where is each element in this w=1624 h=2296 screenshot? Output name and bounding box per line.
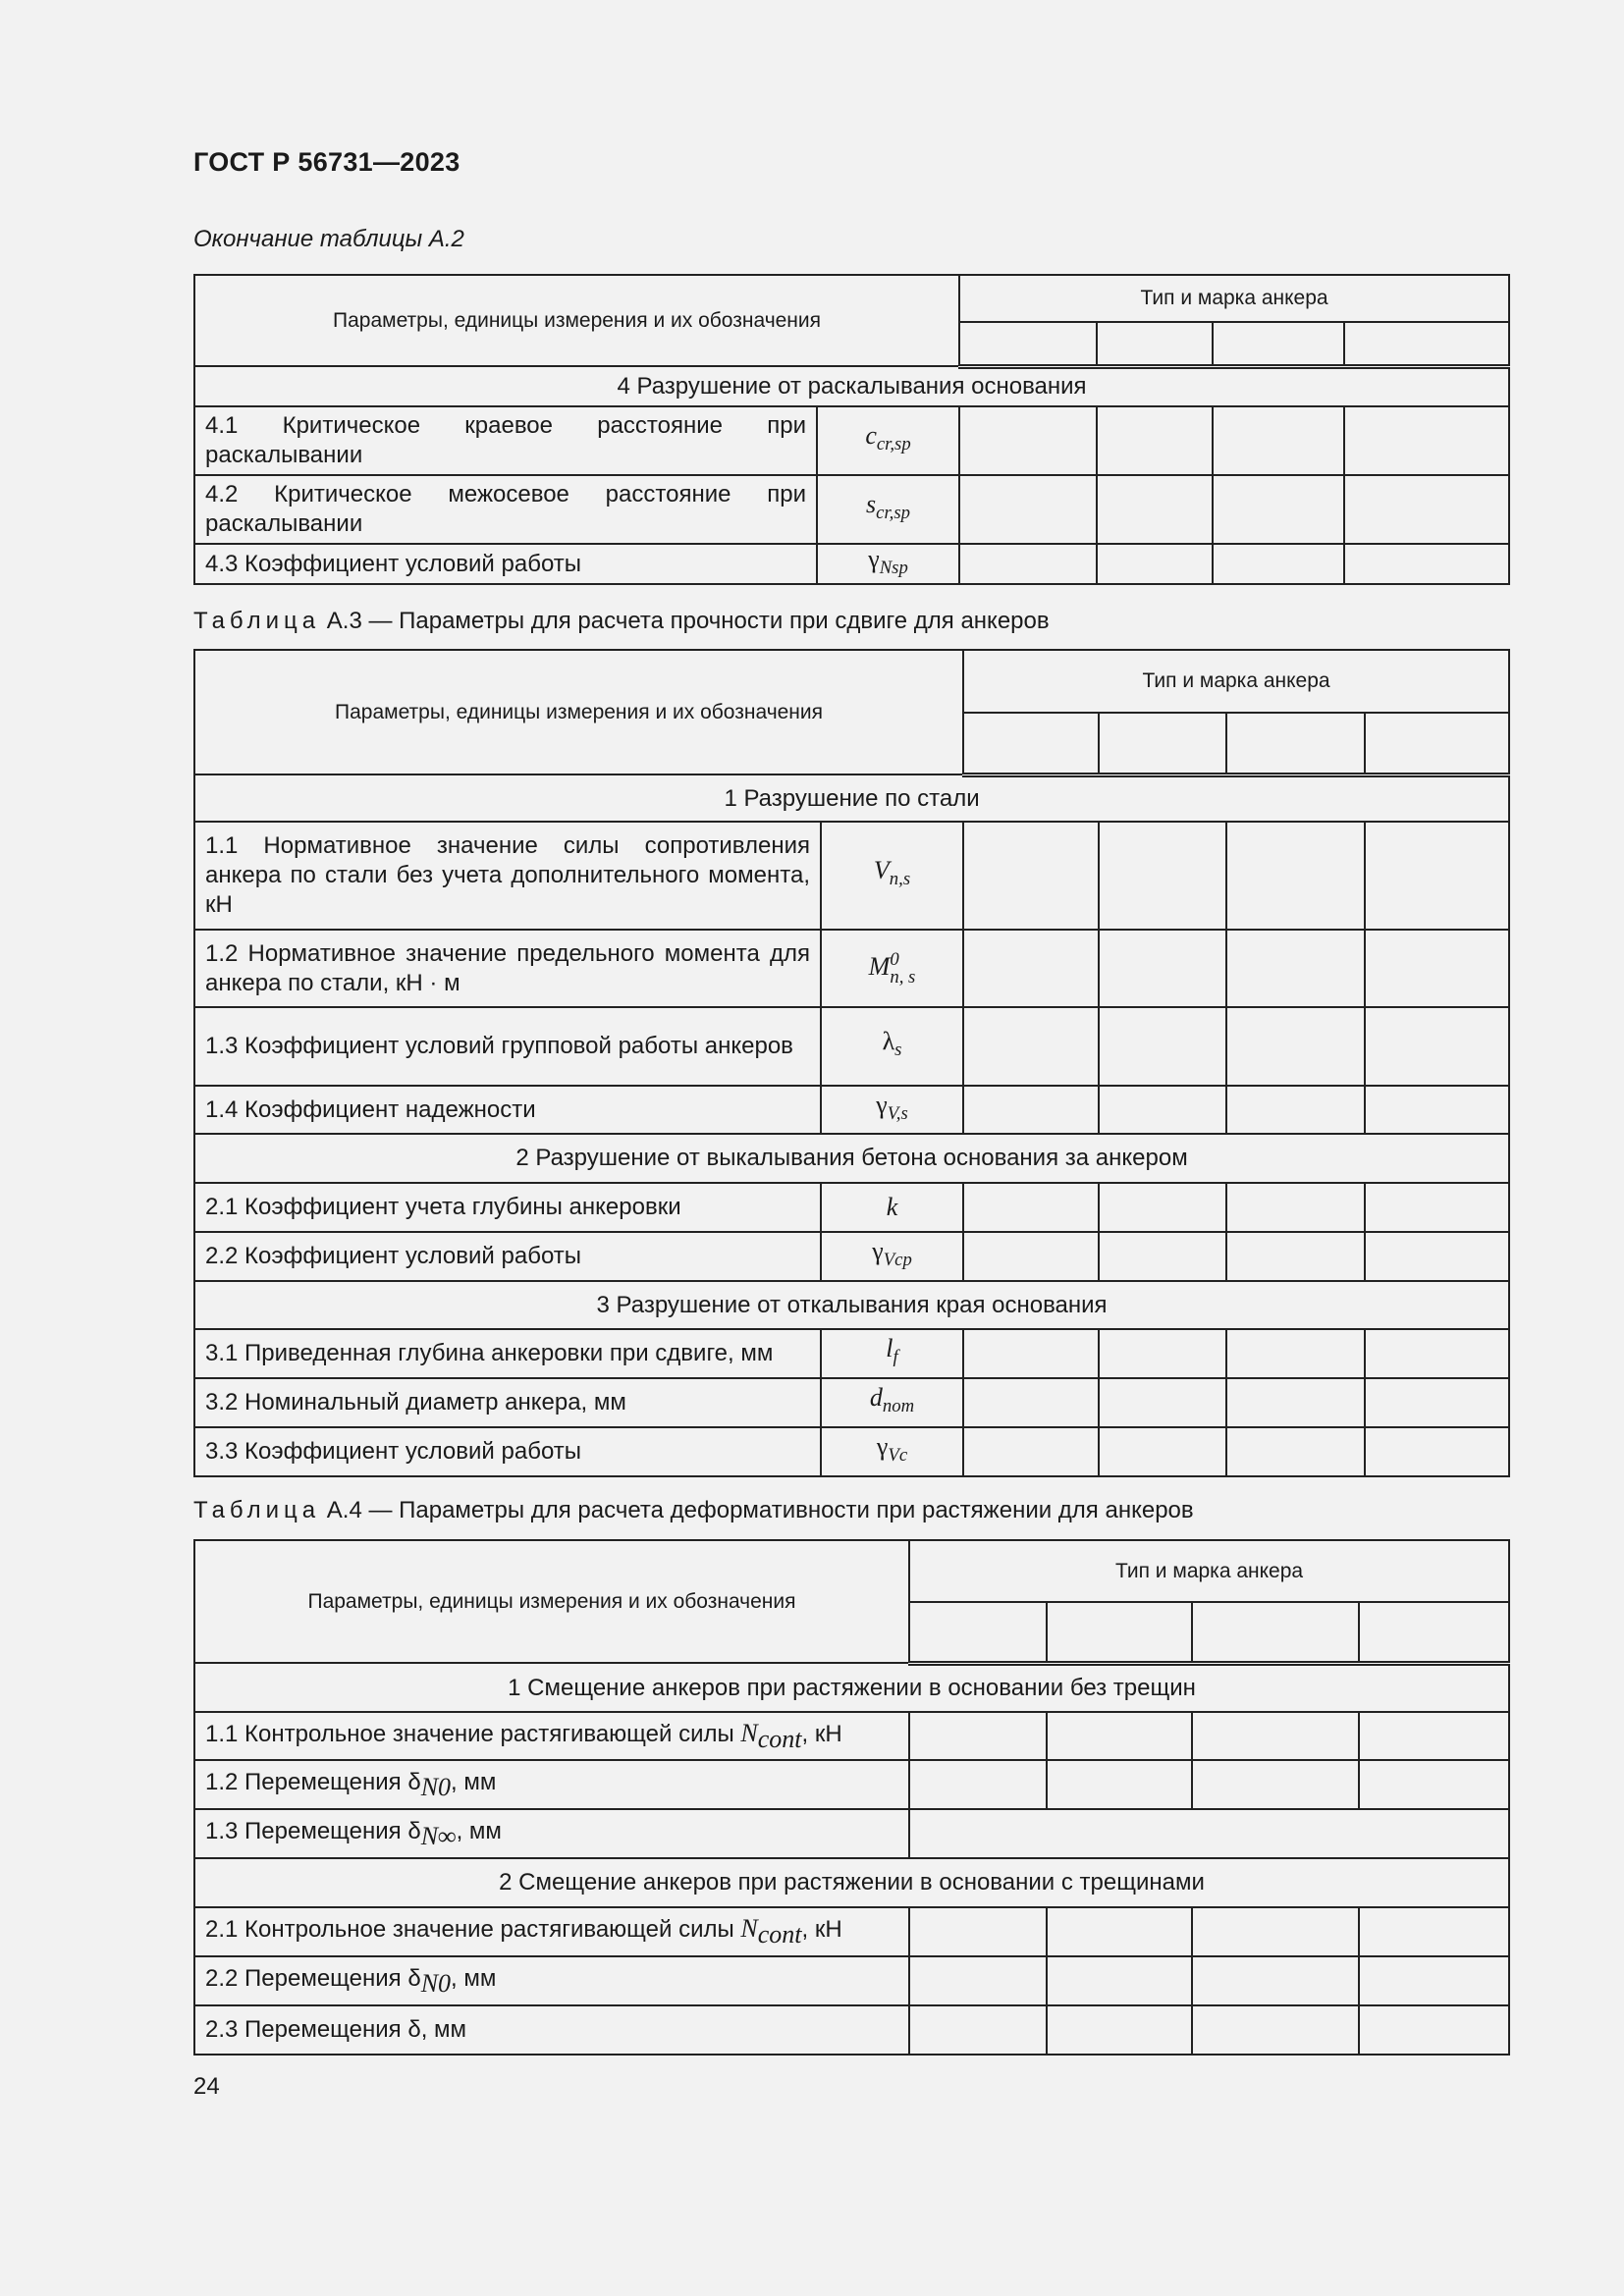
table-a3-caption: Таблица А.3 — Параметры для расчета прочности при сдвиге для анкеров xyxy=(193,608,1050,634)
value-cell xyxy=(1099,1427,1226,1476)
value-cell xyxy=(959,406,1097,475)
anchor-col-3 xyxy=(1226,713,1365,774)
value-cell xyxy=(1192,2005,1359,2055)
value-cell xyxy=(909,1712,1047,1760)
value-cell xyxy=(1226,1329,1365,1378)
section-title: 3 Разрушение от откалывания края основания xyxy=(194,1281,1509,1329)
value-cell xyxy=(1226,1183,1365,1232)
value-cell xyxy=(1213,544,1344,584)
value-cell xyxy=(963,1086,1099,1134)
value-cell xyxy=(1365,822,1509,930)
anchor-col-1 xyxy=(963,713,1099,774)
value-cell xyxy=(963,1183,1099,1232)
value-cell xyxy=(1047,1907,1192,1956)
value-cell xyxy=(1359,1956,1509,2005)
value-cell xyxy=(1192,1907,1359,1956)
value-cell xyxy=(1097,544,1213,584)
value-cell xyxy=(1226,930,1365,1007)
anchor-col-3 xyxy=(1192,1602,1359,1663)
value-cell xyxy=(1099,930,1226,1007)
param-symbol: $d_{nom}$ xyxy=(821,1378,963,1427)
value-cell xyxy=(963,1232,1099,1281)
header-params: Параметры, единицы измерения и их обозначения xyxy=(194,650,963,774)
param-label: 2.2 Коэффициент условий работы xyxy=(194,1232,821,1281)
value-cell-merged xyxy=(909,1809,1509,1858)
value-cell xyxy=(1047,1956,1192,2005)
param-symbol: $\lambda_s$ xyxy=(821,1007,963,1086)
value-cell xyxy=(1047,1760,1192,1809)
section-title: 4 Разрушение от раскалывания основания xyxy=(194,366,1509,406)
value-cell xyxy=(1359,1760,1509,1809)
value-cell xyxy=(1099,1086,1226,1134)
value-cell xyxy=(963,1329,1099,1378)
value-cell xyxy=(1099,1007,1226,1086)
section-title: 1 Разрушение по стали xyxy=(194,774,1509,822)
param-label: 1.1 Нормативное значение силы сопротивления анкера по стали без учета дополнительного момента, кН xyxy=(194,822,821,930)
value-cell xyxy=(909,1956,1047,2005)
value-cell xyxy=(963,1427,1099,1476)
anchor-col-2 xyxy=(1097,322,1213,366)
value-cell xyxy=(1359,2005,1509,2055)
value-cell xyxy=(1344,544,1509,584)
value-cell xyxy=(1099,1232,1226,1281)
value-cell xyxy=(1226,1232,1365,1281)
table-a2-caption: Окончание таблицы А.2 xyxy=(193,226,464,252)
param-label: 4.3 Коэффициент условий работы xyxy=(194,544,817,584)
param-label: 1.2 Перемещения $\delta_{N0}$, мм xyxy=(194,1760,909,1809)
param-symbol: $\gamma_{Vcp}$ xyxy=(821,1232,963,1281)
header-anchor-type: Тип и марка анкера xyxy=(959,275,1509,322)
value-cell xyxy=(959,475,1097,544)
page-number: 24 xyxy=(193,2073,220,2100)
value-cell xyxy=(1359,1907,1509,1956)
value-cell xyxy=(1365,930,1509,1007)
value-cell xyxy=(1226,1007,1365,1086)
param-label: 4.1 Критическое краевое расстояние при раскалывании xyxy=(194,406,817,475)
table-a3 xyxy=(193,649,1510,1477)
section-title: 1 Смещение анкеров при растяжении в основании без трещин xyxy=(194,1663,1509,1712)
value-cell xyxy=(1365,1183,1509,1232)
param-symbol: $\gamma_{Vc}$ xyxy=(821,1427,963,1476)
table-a2 xyxy=(193,274,1510,585)
param-symbol: $c_{cr,sp}$ xyxy=(817,406,959,475)
param-symbol: $\gamma_{Nsp}$ xyxy=(817,544,959,584)
value-cell xyxy=(1099,1183,1226,1232)
header-params: Параметры, единицы измерения и их обозначения xyxy=(194,1540,909,1663)
param-label: 3.3 Коэффициент условий работы xyxy=(194,1427,821,1476)
param-symbol: $l_f$ xyxy=(821,1329,963,1378)
value-cell xyxy=(1365,1378,1509,1427)
value-cell xyxy=(1359,1712,1509,1760)
anchor-col-1 xyxy=(959,322,1097,366)
value-cell xyxy=(1213,475,1344,544)
anchor-col-4 xyxy=(1359,1602,1509,1663)
section-title: 2 Смещение анкеров при растяжении в основании с трещинами xyxy=(194,1858,1509,1907)
value-cell xyxy=(1344,475,1509,544)
anchor-col-2 xyxy=(1099,713,1226,774)
value-cell xyxy=(909,1760,1047,1809)
value-cell xyxy=(1097,475,1213,544)
value-cell xyxy=(1099,1329,1226,1378)
param-symbol: $s_{cr,sp}$ xyxy=(817,475,959,544)
param-symbol: M 0 n, s xyxy=(821,930,963,1007)
value-cell xyxy=(1192,1760,1359,1809)
param-label: 1.3 Перемещения $\delta_{N\infty}$, мм xyxy=(194,1809,909,1858)
param-label: 3.2 Номинальный диаметр анкера, мм xyxy=(194,1378,821,1427)
section-title: 2 Разрушение от выкалывания бетона основания за анкером xyxy=(194,1134,1509,1183)
param-symbol: $\gamma_{V,s}$ xyxy=(821,1086,963,1134)
value-cell xyxy=(1226,1378,1365,1427)
value-cell xyxy=(1365,1086,1509,1134)
header-anchor-type: Тип и марка анкера xyxy=(909,1540,1509,1602)
param-label: 2.2 Перемещения $\delta_{N0}$, мм xyxy=(194,1956,909,2005)
table-a4-caption: Таблица А.4 — Параметры для расчета деформативности при растяжении для анкеров xyxy=(193,1497,1194,1523)
value-cell xyxy=(963,1007,1099,1086)
param-label: 1.2 Нормативное значение предельного момента для анкера по стали, кН · м xyxy=(194,930,821,1007)
document-title: ГОСТ Р 56731—2023 xyxy=(193,147,460,177)
value-cell xyxy=(963,1378,1099,1427)
anchor-col-4 xyxy=(1344,322,1509,366)
value-cell xyxy=(909,1907,1047,1956)
value-cell xyxy=(1047,1712,1192,1760)
value-cell xyxy=(1192,1956,1359,2005)
value-cell xyxy=(1365,1329,1509,1378)
header-anchor-type: Тип и марка анкера xyxy=(963,650,1509,713)
value-cell xyxy=(909,2005,1047,2055)
anchor-col-2 xyxy=(1047,1602,1192,1663)
value-cell xyxy=(959,544,1097,584)
value-cell xyxy=(1099,822,1226,930)
param-label: 1.3 Коэффициент условий групповой работы анкеров xyxy=(194,1007,821,1086)
param-symbol: $V_{n,s}$ xyxy=(821,822,963,930)
value-cell xyxy=(1365,1232,1509,1281)
value-cell xyxy=(963,930,1099,1007)
value-cell xyxy=(1099,1378,1226,1427)
value-cell xyxy=(1365,1007,1509,1086)
param-label: 3.1 Приведенная глубина анкеровки при сдвиге, мм xyxy=(194,1329,821,1378)
value-cell xyxy=(1192,1712,1359,1760)
param-symbol: k xyxy=(821,1183,963,1232)
anchor-col-3 xyxy=(1213,322,1344,366)
param-label: 1.1 Контрольное значение растягивающей силы $N_{cont}$, кН xyxy=(194,1712,909,1760)
value-cell xyxy=(1344,406,1509,475)
value-cell xyxy=(1047,2005,1192,2055)
value-cell xyxy=(963,822,1099,930)
value-cell xyxy=(1213,406,1344,475)
anchor-col-4 xyxy=(1365,713,1509,774)
param-label: 2.1 Контрольное значение растягивающей силы $N_{cont}$, кН xyxy=(194,1907,909,1956)
header-params: Параметры, единицы измерения и их обозначения xyxy=(194,275,959,366)
param-label: 2.1 Коэффициент учета глубины анкеровки xyxy=(194,1183,821,1232)
param-label: 2.3 Перемещения δ, мм xyxy=(194,2005,909,2055)
table-a4 xyxy=(193,1539,1510,2056)
anchor-col-1 xyxy=(909,1602,1047,1663)
value-cell xyxy=(1226,1427,1365,1476)
value-cell xyxy=(1226,1086,1365,1134)
param-label: 1.4 Коэффициент надежности xyxy=(194,1086,821,1134)
value-cell xyxy=(1365,1427,1509,1476)
param-label: 4.2 Критическое межосевое расстояние при раскалывании xyxy=(194,475,817,544)
value-cell xyxy=(1226,822,1365,930)
value-cell xyxy=(1097,406,1213,475)
